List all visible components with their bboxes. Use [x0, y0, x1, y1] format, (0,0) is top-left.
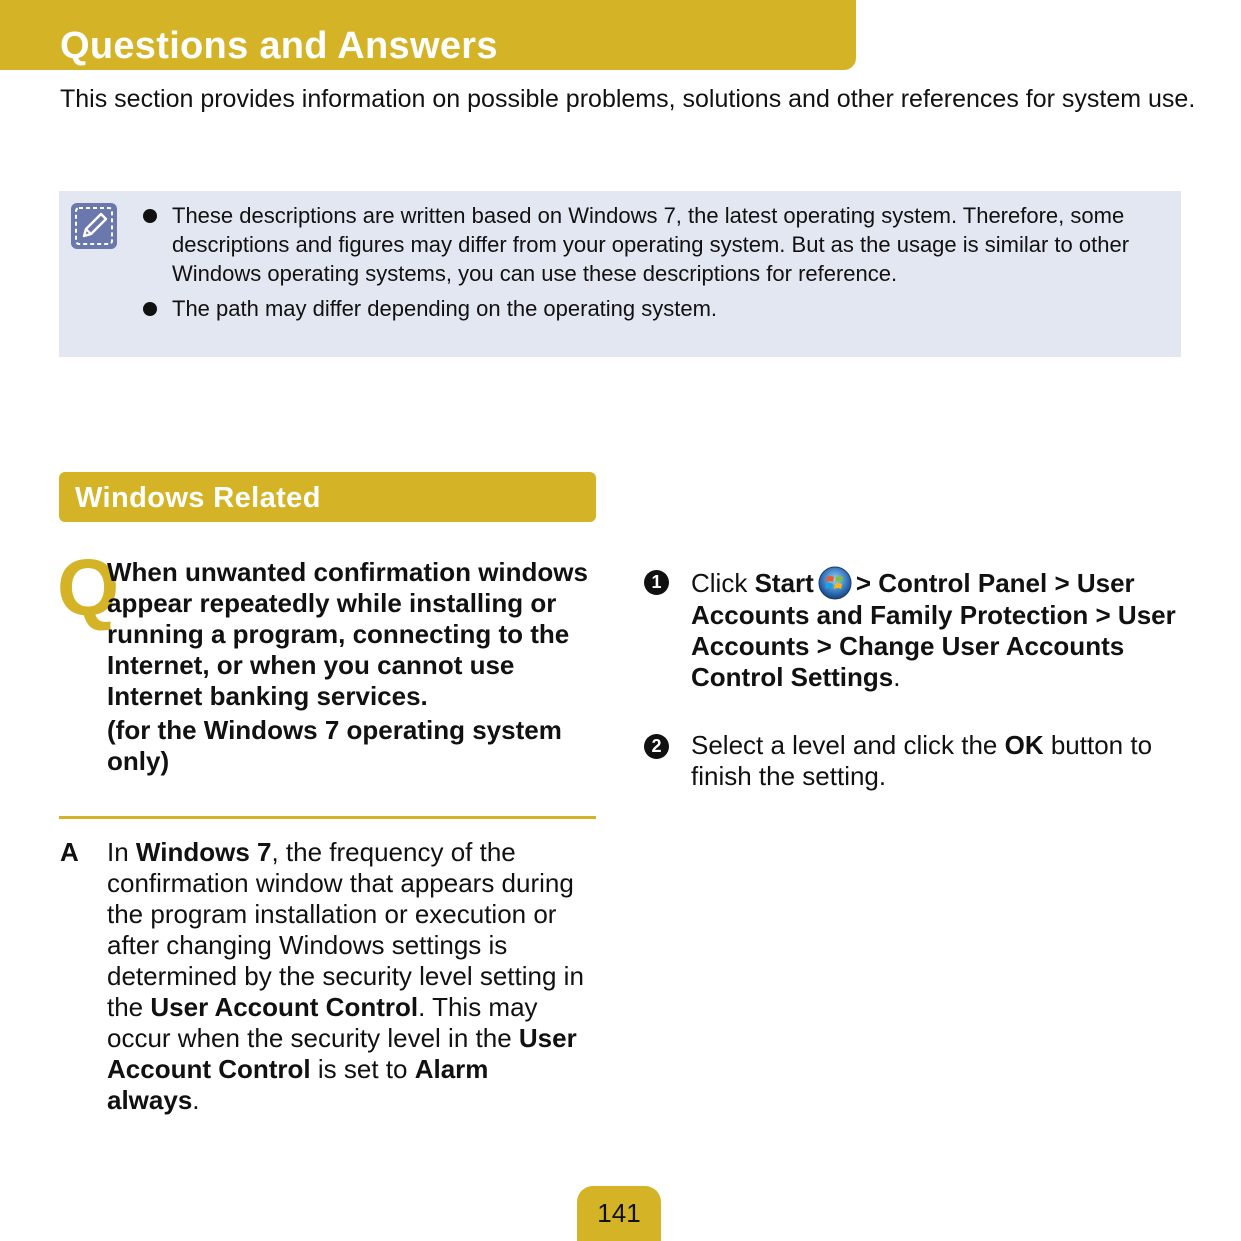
note-item-text: The path may differ depending on the operating system.: [172, 296, 718, 321]
step-text: Select a level and click the OK button to finish the setting.: [691, 730, 1153, 791]
step-number: 2: [644, 734, 669, 759]
bullet-icon: [143, 302, 157, 316]
note-item: [141, 294, 1171, 323]
page-number-tab: [577, 1186, 661, 1241]
memo-pencil-icon: [71, 203, 117, 249]
page-title: Questions and Answers: [60, 25, 498, 67]
page-number: 141: [597, 1198, 641, 1228]
answer-text: In Windows 7, the frequency of the confirmation window that appears during the program installation or execution or after changing Windows settings is determined by the security level setting in the User Account Control. This may occur when the security level in the User Account Control is set to Alarm always.: [107, 837, 584, 1115]
question-text: [107, 557, 599, 777]
section-header: [59, 472, 596, 522]
windows-start-icon: [818, 566, 852, 600]
note-list: [141, 201, 1171, 329]
bullet-icon: [143, 209, 157, 223]
answer-marker: A: [60, 837, 79, 867]
question-sub: (for the Windows 7 operating system only): [107, 715, 562, 776]
note-item-text: These descriptions are written based on Windows 7, the latest operating system. Therefore, some descriptions and figures may differ from your operating system. But as the usage is similar to other Windows operating systems, you can use these descriptions for reference.: [172, 203, 1130, 286]
note-item: [141, 201, 1171, 288]
question-main: When unwanted confirmation windows appear repeatedly while installing or running a program, connecting to the Internet, or when you cannot use Internet banking services.: [107, 557, 588, 711]
question-marker: Q: [57, 543, 120, 632]
note-box: [59, 191, 1181, 357]
divider: [59, 816, 596, 819]
step-number: 1: [644, 570, 669, 595]
step-1: [644, 566, 1204, 693]
step-text: Click Start > Control Panel > User Accounts and Family Protection > User Accounts > Change User Accounts Control Settings.: [691, 568, 1176, 692]
section-title: Windows Related: [75, 482, 321, 514]
step-2: [644, 730, 1204, 792]
intro-text: This section provides information on possible problems, solutions and other references for system use.: [60, 85, 1196, 113]
